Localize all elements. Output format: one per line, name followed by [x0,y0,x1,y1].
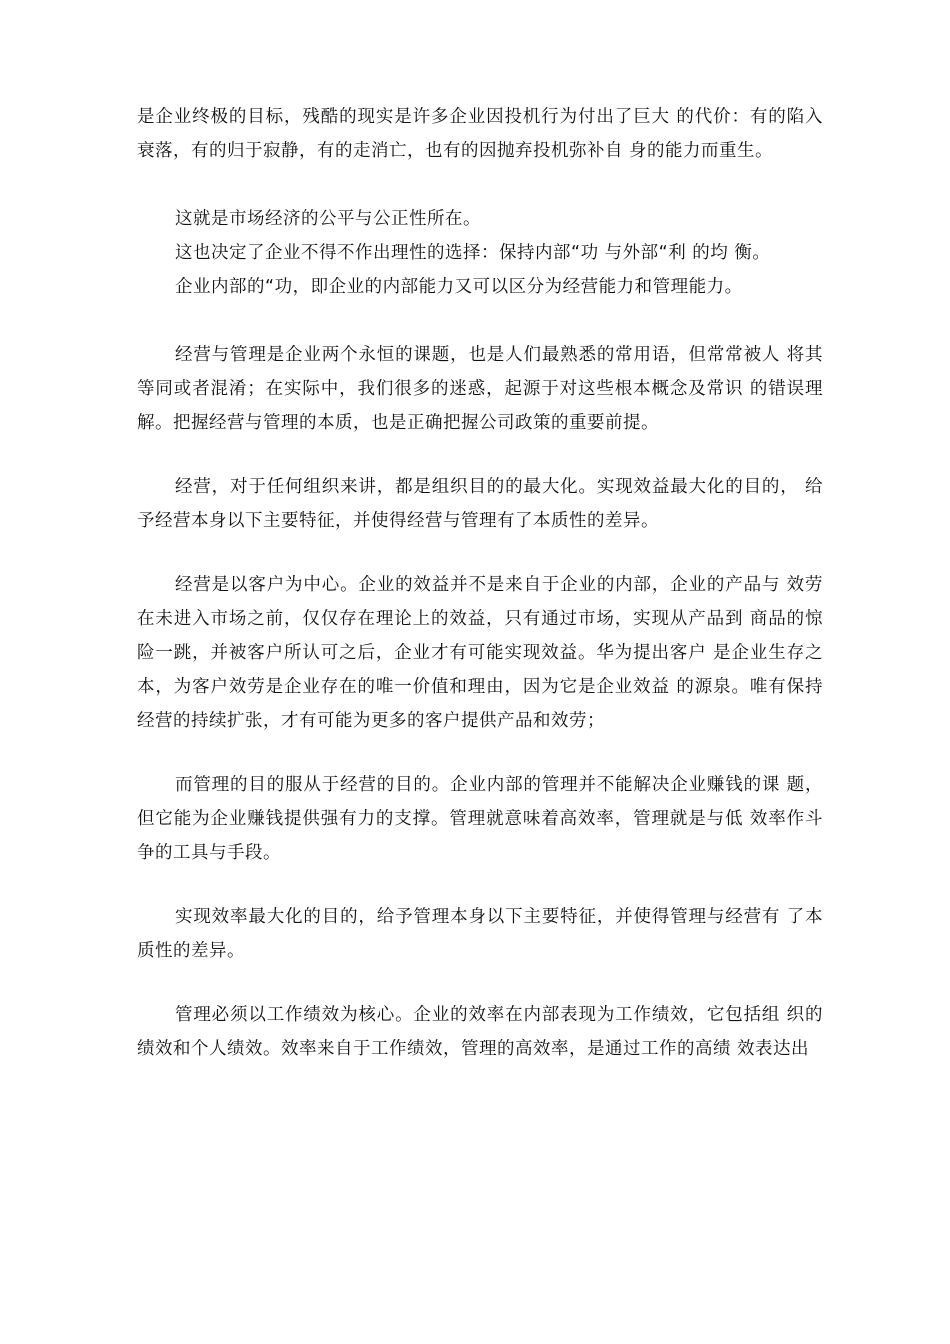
paragraph-7: 经营是以客户为中心。企业的效益并不是来自于企业的内部，企业的产品与 效劳在未进入市场之前，仅仅存在理论上的效益，只有通过市场，实现从产品到 商品的惊险一跳，并被客户所认可之后，企业才有可能实现效益。华为提出客户 是企业生存之本，为客户效劳是企业存在的唯一价值和理由，因为它是企业效益 的源泉。唯有保持经营的持续扩张，才有可能为更多的客户提供产品和效劳； [137,575,823,731]
document-body [137,100,823,1066]
paragraph-3: 这也决定了企业不得不作出理性的选择：保持内部“功 与外部“利 的均 衡。 [175,243,771,263]
paragraph-10: 管理必须以工作绩效为核心。企业的效率在内部表现为工作绩效，它包括组 织的绩效和个人绩效。效率来自于工作绩效，管理的高效率，是通过工作的高绩 效表达出 [137,1005,823,1059]
paragraph-9: 实现效率最大化的目的，给予管理本身以下主要特征，并使得管理与经营有 了本质性的差异。 [137,907,823,961]
paragraph-4: 企业内部的“功，即企业的内部能力又可以区分为经营能力和管理能力。 [175,277,743,297]
paragraph-5: 经营与管理是企业两个永恒的课题，也是人们最熟悉的常用语，但常常被人 将其等同或者混淆；在实际中，我们很多的迷惑，起源于对这些根本概念及常识 的错误理解。把握经营与管理的本质，也是正确把握公司政策的重要前提。 [137,345,823,433]
paragraph-8: 而管理的目的服从于经营的目的。企业内部的管理并不能解决企业赚钱的课 题，但它能为企业赚钱提供强有力的支撑。管理就意味着高效率，管理就是与低 效率作斗争的工具与手段。 [137,775,823,863]
paragraph-6: 经营，对于任何组织来讲，都是组织目的的最大化。实现效益最大化的目的， 给予经营本身以下主要特征，并使得经营与管理有了本质性的差异。 [137,477,823,531]
paragraph-2: 这就是市场经济的公平与公正性所在。 [175,209,481,229]
paragraph-1: 是企业终极的目标，残酷的现实是许多企业因投机行为付出了巨大 的代价：有的陷入衰落，有的归于寂静，有的走消亡，也有的因抛弃投机弥补自 身的能力而重生。 [137,107,823,161]
